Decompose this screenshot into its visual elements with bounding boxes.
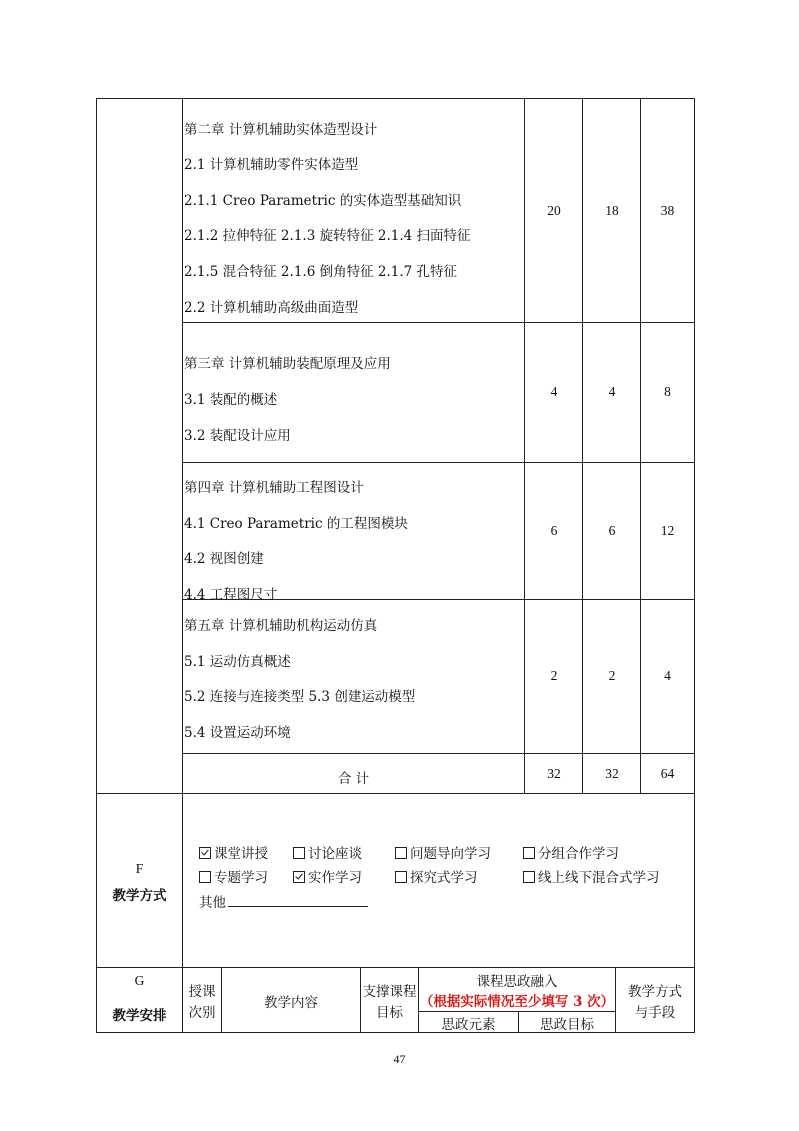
section-line: 4.4 工程图尺寸 [184, 587, 278, 603]
section-title: 教学安排 [112, 1008, 167, 1024]
table-border-top [96, 98, 695, 99]
row-divider [96, 793, 695, 794]
row-divider [182, 322, 695, 323]
option-practice[interactable]: 实作学习 [293, 866, 362, 886]
section-line: 4.1 Creo Parametric 的工程图模块 [184, 516, 408, 532]
section-line: 3.2 装配设计应用 [184, 428, 291, 444]
row-divider [182, 462, 695, 463]
option-problem-based[interactable]: 问题导向学习 [395, 842, 491, 862]
checkbox-checked-icon[interactable] [293, 871, 305, 883]
option-discussion[interactable]: 讨论座谈 [293, 842, 362, 862]
hours-practice: 4 [608, 384, 616, 399]
checkbox-icon[interactable] [395, 847, 407, 859]
header-goals: 思政目标 [540, 1017, 594, 1033]
header-method-1: 教学方式 [628, 984, 682, 1000]
hours-total: 38 [660, 203, 675, 218]
chapter-title: 第五章 计算机辅助机构运动仿真 [184, 618, 378, 634]
option-lecture[interactable]: 课堂讲授 [199, 842, 268, 862]
total-lecture: 32 [547, 766, 561, 781]
hours-lecture: 20 [547, 203, 561, 218]
option-group-work[interactable]: 分组合作学习 [523, 842, 619, 862]
table-border-right [694, 98, 695, 1033]
option-inquiry[interactable]: 探究式学习 [395, 866, 478, 886]
chapter-title: 第三章 计算机辅助装配原理及应用 [184, 356, 391, 372]
column-divider [182, 98, 183, 1033]
other-label: 其他 [199, 895, 226, 911]
total-hours: 64 [660, 766, 675, 781]
section-line: 2.1.2 拉伸特征 2.1.3 旋转特征 2.1.4 扫面特征 [184, 228, 471, 244]
checkbox-icon[interactable] [523, 847, 535, 859]
hours-lecture: 4 [550, 384, 558, 399]
hours-lecture: 2 [550, 668, 558, 683]
section-letter: F [135, 861, 144, 876]
hours-lecture: 6 [550, 523, 558, 538]
header-session-1: 授课 [188, 984, 216, 1000]
section-line: 2.1.5 混合特征 2.1.6 倒角特征 2.1.7 孔特征 [184, 264, 458, 280]
header-method-2: 与手段 [634, 1005, 676, 1021]
checkbox-icon[interactable] [199, 871, 211, 883]
section-line: 5.1 运动仿真概述 [184, 654, 291, 670]
section-line: 4.2 视图创建 [184, 551, 264, 567]
checkbox-icon[interactable] [395, 871, 407, 883]
header-target-1: 支撑课程 [362, 984, 417, 1000]
hours-total: 4 [664, 668, 671, 683]
header-session-2: 次别 [188, 1005, 216, 1021]
chapter-title: 第二章 计算机辅助实体造型设计 [184, 122, 378, 138]
checkbox-checked-icon[interactable] [199, 847, 211, 859]
section-letter: G [134, 973, 145, 988]
total-practice: 32 [605, 766, 619, 781]
option-topic-study[interactable]: 专题学习 [199, 866, 268, 886]
header-ideology-note: （根据实际情况至少填写 3 次） [419, 994, 615, 1010]
chapter-title: 第四章 计算机辅助工程图设计 [184, 480, 364, 496]
header-content: 教学内容 [264, 995, 318, 1011]
section-line: 2.1.1 Creo Parametric 的实体造型基础知识 [184, 193, 462, 209]
row-divider [182, 753, 695, 754]
hours-practice: 6 [608, 523, 616, 538]
option-blended[interactable]: 线上线下混合式学习 [523, 866, 660, 886]
header-ideology: 课程思政融入 [476, 974, 558, 990]
section-line: 5.4 设置运动环境 [184, 725, 291, 741]
row-divider [96, 967, 695, 968]
section-line: 3.1 装配的概述 [184, 392, 278, 408]
checkbox-icon[interactable] [293, 847, 305, 859]
section-line: 2.2 计算机辅助高级曲面造型 [184, 300, 359, 316]
summary-label: 合 计 [337, 771, 370, 787]
section-line: 2.1 计算机辅助零件实体造型 [184, 157, 359, 173]
checkbox-icon[interactable] [523, 871, 535, 883]
hours-practice: 2 [608, 668, 616, 683]
hours-total: 12 [660, 523, 675, 538]
section-line: 5.2 连接与连接类型 5.3 创建运动模型 [184, 689, 416, 705]
hours-practice: 18 [605, 203, 619, 218]
other-input-line[interactable] [228, 906, 368, 907]
row-divider [418, 1011, 615, 1012]
hours-total: 8 [664, 384, 671, 399]
page-number: 47 [393, 1052, 406, 1066]
section-title: 教学方式 [112, 888, 167, 904]
header-elements: 思政元素 [441, 1017, 496, 1033]
header-target-2: 目标 [376, 1005, 403, 1021]
